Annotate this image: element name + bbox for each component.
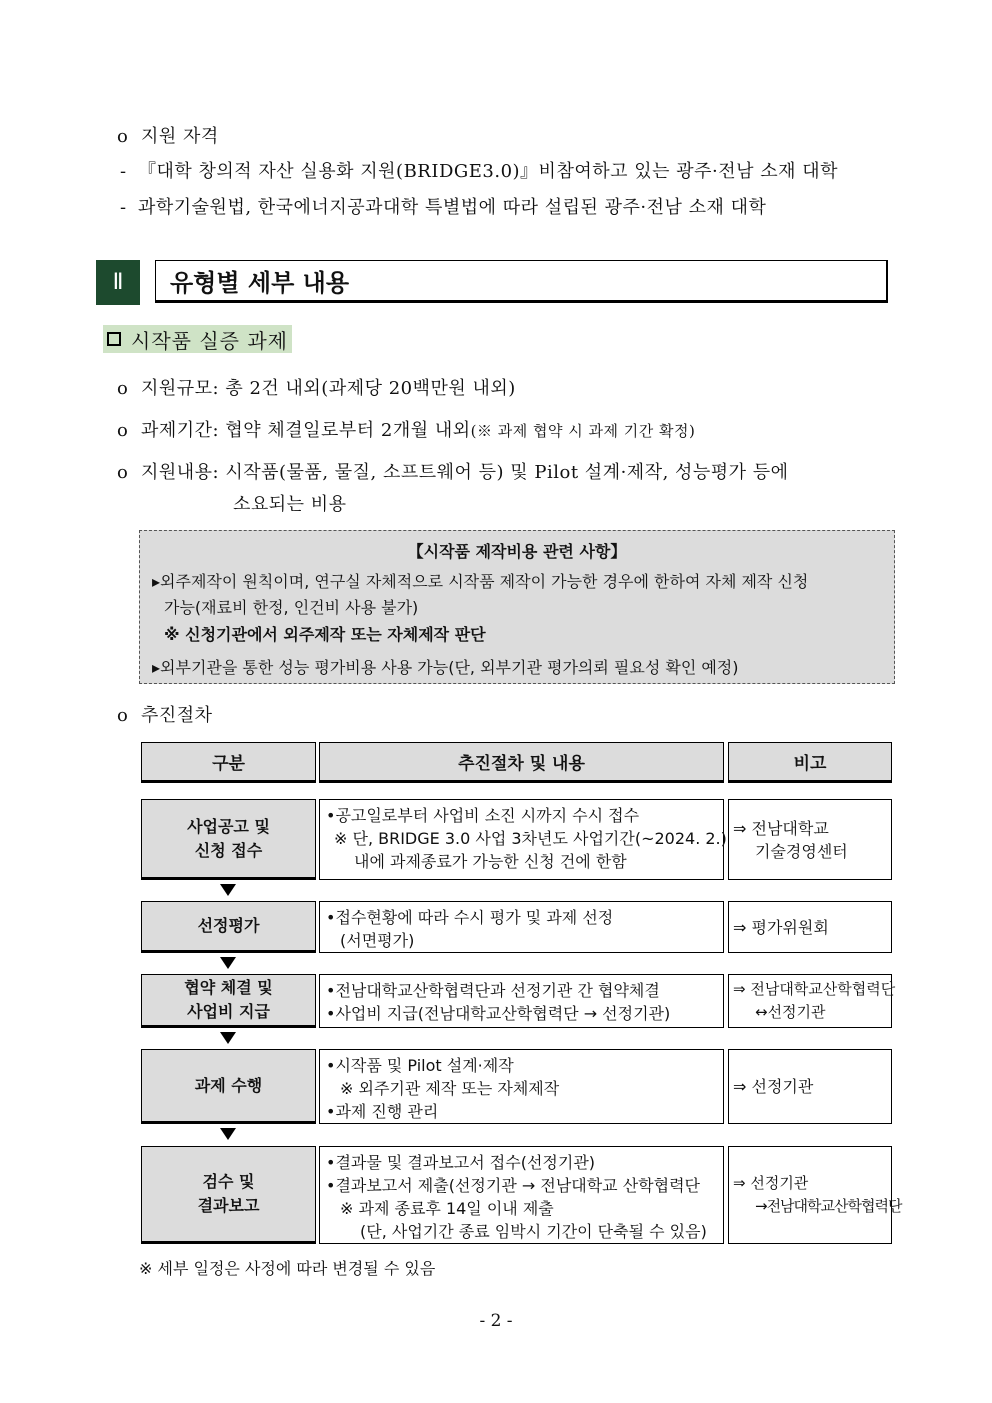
detail-period: o 과제기간: 협약 체결일로부터 2개월 내외(※ 과제 협약 시 과제 기간 확정)	[117, 420, 696, 441]
step-remark: ⇒ 전남대학교산학협력단 ↔선정기관	[728, 974, 892, 1028]
down-arrow-icon	[220, 884, 236, 896]
procedure-heading: o 추진절차	[117, 705, 213, 726]
footnote: ※ 세부 일정은 사정에 따라 변경될 수 있음	[139, 1259, 436, 1278]
step-label: 사업공고 및 신청 접수	[141, 799, 316, 880]
page-number: - 2 -	[479, 1311, 513, 1331]
down-arrow-icon	[220, 957, 236, 969]
step-content: •공고일로부터 사업비 소진 시까지 수시 접수 ※ 단, BRIDGE 3.0 사업 3차년도 사업기간(~2024. 2.) 내에 과제종료가 가능한 신청 건에 한함	[319, 799, 724, 880]
step-content: •시작품 및 Pilot 설계·제작 ※ 외주기관 제작 또는 자체제작 •과제 진행 관리	[319, 1049, 724, 1124]
step-remark: ⇒ 선정기관 →전남대학교산학협력단	[728, 1146, 892, 1244]
step-label: 선정평가	[141, 901, 316, 953]
step-content: •결과물 및 결과보고서 접수(선정기관) •결과보고서 제출(선정기관 → 전남대학교 산학협력단 ※ 과제 종료후 14일 이내 제출 (단, 사업기간 종료 임박시 기간이 단축될 수 있음)	[319, 1146, 724, 1244]
step-remark: ⇒ 평가위원회	[728, 901, 892, 953]
header-procedure: 추진절차 및 내용	[319, 742, 724, 783]
step-label: 검수 및 결과보고	[141, 1146, 316, 1244]
bullet: o	[117, 126, 129, 147]
detail-content-cont: 소요되는 비용	[233, 494, 347, 515]
step-content: •접수현황에 따라 수시 평가 및 과제 선정 (서면평가)	[319, 901, 724, 953]
detail-scale: o 지원규모: 총 2건 내외(과제당 20백만원 내외)	[117, 378, 516, 399]
header-category: 구분	[141, 742, 316, 783]
eligibility-item: - 『대학 창의적 자산 실용화 지원(BRIDGE3.0)』비참여하고 있는 광주·전남 소재 대학	[120, 161, 838, 182]
eligibility-heading: o 지원 자격	[117, 126, 219, 147]
step-remark: ⇒ 전남대학교 기술경영센터	[728, 799, 892, 880]
step-content: •전남대학교산학협력단과 선정기관 간 협약체결 •사업비 지급(전남대학교산학협력단 → 선정기관)	[319, 974, 724, 1028]
section-title: 유형별 세부 내용	[155, 260, 888, 303]
step-label: 협약 체결 및 사업비 지급	[141, 974, 316, 1028]
header-remark: 비고	[728, 742, 892, 783]
note-title: 【시작품 제작비용 관련 사항】	[407, 542, 627, 561]
section-number: Ⅱ	[96, 260, 140, 305]
checkbox-square-icon	[107, 332, 121, 346]
note-line: ▸외주제작이 원칙이며, 연구실 자체적으로 시작품 제작이 가능한 경우에 한하여 자체 제작 신청	[152, 572, 809, 591]
step-label: 과제 수행	[141, 1049, 316, 1124]
step-remark: ⇒ 선정기관	[728, 1049, 892, 1124]
down-arrow-icon	[220, 1128, 236, 1140]
down-arrow-icon	[220, 1032, 236, 1044]
note-line: 가능(재료비 한정, 인건비 사용 불가)	[164, 598, 419, 617]
subsection-heading: 시작품 실증 과제	[103, 325, 292, 353]
note-emphasis: ※ 신청기관에서 외주제작 또는 자체제작 판단	[164, 625, 486, 644]
eligibility-item: - 과학기술원법, 한국에너지공과대학 특별법에 따라 설립된 광주·전남 소재 대학	[120, 197, 767, 218]
detail-content: o 지원내용: 시작품(물품, 물질, 소프트웨어 등) 및 Pilot 설계·제작, 성능평가 등에	[117, 462, 789, 483]
cost-note-box	[139, 530, 895, 684]
note-line: ▸외부기관을 통한 성능 평가비용 사용 가능(단, 외부기관 평가의뢰 필요성 확인 예정)	[152, 658, 739, 677]
